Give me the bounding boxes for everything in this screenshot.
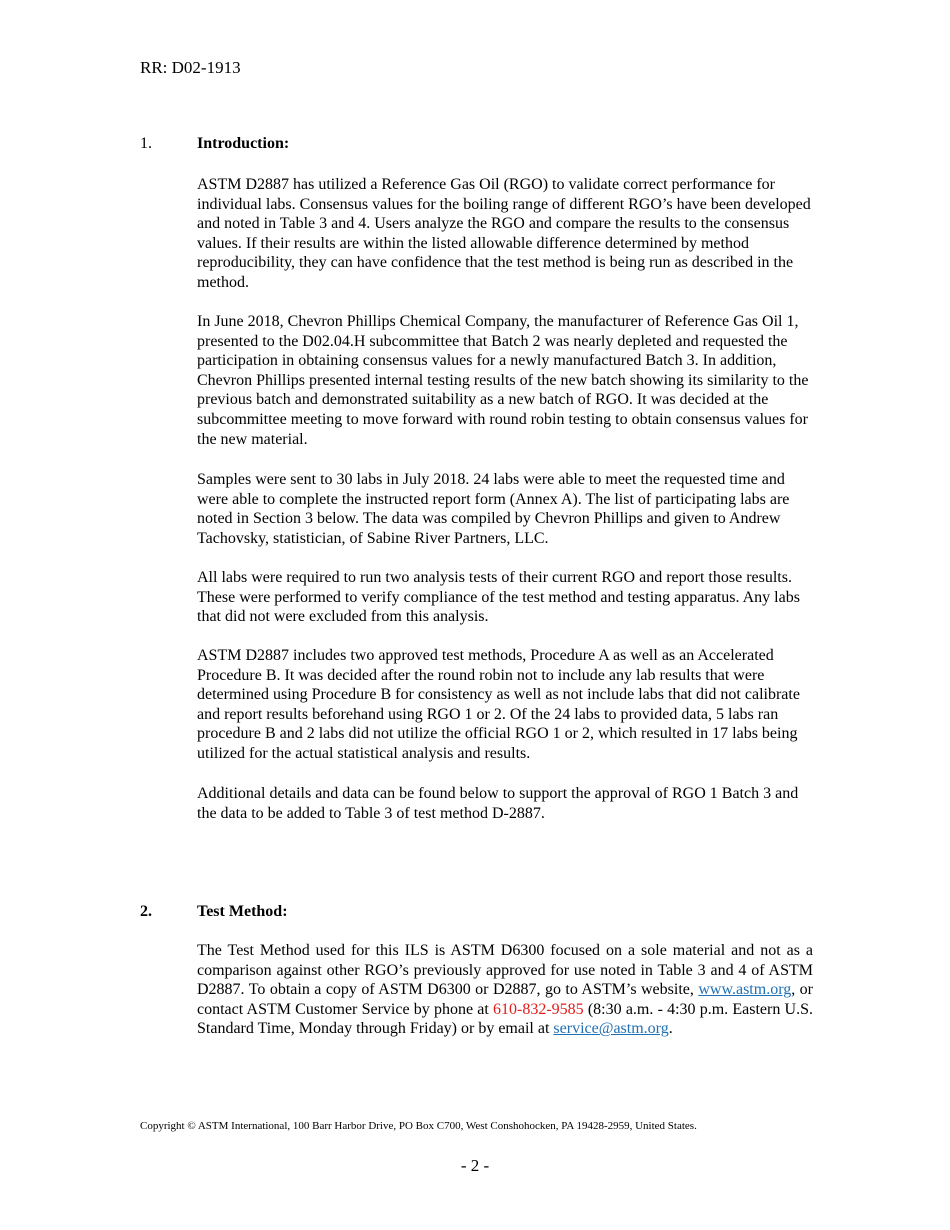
section-2-heading (140, 902, 288, 922)
footer-copyright: Copyright © ASTM International, 100 Barr Harbor Drive, PO Box C700, West Conshohocken, PA 19428-2959, United States. (140, 1120, 697, 1132)
customer-service-phone: 610-832-9585 (493, 1000, 584, 1018)
test-method-text-2: , or contact ASTM Customer Service by phone at (197, 981, 814, 1018)
test-method-text-1: The Test Method used for this ILS is ASTM D6300 focused on a sole material and not as a comparison against other RGO’s previously approved for use noted in Table 3 and 4 of ASTM D2887. To obtain a copy of ASTM D6300 or D2887, go to ASTM’s website, (197, 942, 813, 999)
intro-paragraph-5: ASTM D2887 includes two approved test methods, Procedure A as well as an Accelerated Procedure B. It was decided after the round robin not to include any lab results that were determined using Procedure B for consistency as well as not include labs that did not calibrate and report results beforehand using RGO 1 or 2. Of the 24 labs to provided data, 5 labs ran procedure B and 2 labs did not utilize the official RGO 1 or 2, which resulted in 17 labs being utilized for the actual statistical analysis and results. (197, 647, 800, 762)
test-method-paragraph (197, 941, 813, 1039)
intro-paragraph-2: In June 2018, Chevron Phillips Chemical Company, the manufacturer of Reference Gas Oil 1, presented to the D02.04.H subcommittee that Batch 2 was nearly depleted and requested the participation in obtaining consensus values for a newly manufactured Batch 3. In addition, Chevron Phillips presented internal testing results of the new batch showing its similarity to the previous batch and demonstrated suitability as a new batch of RGO. It was decided at the subcommittee meeting to move forward with round robin testing to obtain consensus values for the new material. (197, 313, 809, 448)
section-1-number: 1. (140, 135, 152, 152)
section-2-title: Test Method: (197, 903, 288, 920)
section-2-number: 2. (140, 903, 152, 920)
intro-paragraph-3: Samples were sent to 30 labs in July 2018. 24 labs were able to meet the requested time and were able to complete the instructed report form (Annex A). The list of participating labs are noted in Section 3 below. The data was compiled by Chevron Phillips and given to Andrew Tachovsky, statistician, of Sabine River Partners, LLC. (197, 471, 790, 547)
test-method-text-3: (8:30 a.m. - 4:30 p.m. Eastern U.S. Standard Time, Monday through Friday) or by email at (197, 1000, 814, 1038)
report-reference: RR: D02-1913 (140, 58, 241, 77)
astm-website-link[interactable]: www.astm.org (698, 981, 792, 999)
intro-paragraph-6: Additional details and data can be found below to support the approval of RGO 1 Batch 3 and the data to be added to Table 3 of test method D-2887. (197, 785, 799, 822)
test-method-text-4: . (668, 1020, 673, 1038)
page-number: - 2 - (460, 1156, 490, 1175)
intro-paragraph-1: ASTM D2887 has utilized a Reference Gas Oil (RGO) to validate correct performance for individual labs. Consensus values for the boiling range of different RGO’s have been developed and noted in Table 3 and 4. Users analyze the RGO and compare the results to the consensus values. If their results are within the listed allowable difference determined by method reproducibility, they can have confidence that the test method is being run as described in the method. (197, 176, 811, 291)
intro-paragraph-4: All labs were required to run two analysis tests of their current RGO and report those results. These were performed to verify compliance of the test method and testing apparatus. Any labs that did not were excluded from this analysis. (197, 569, 800, 626)
service-email-link[interactable]: service@astm.org (553, 1020, 669, 1038)
section-1-title: Introduction: (197, 135, 290, 152)
section-1-heading (140, 134, 289, 154)
